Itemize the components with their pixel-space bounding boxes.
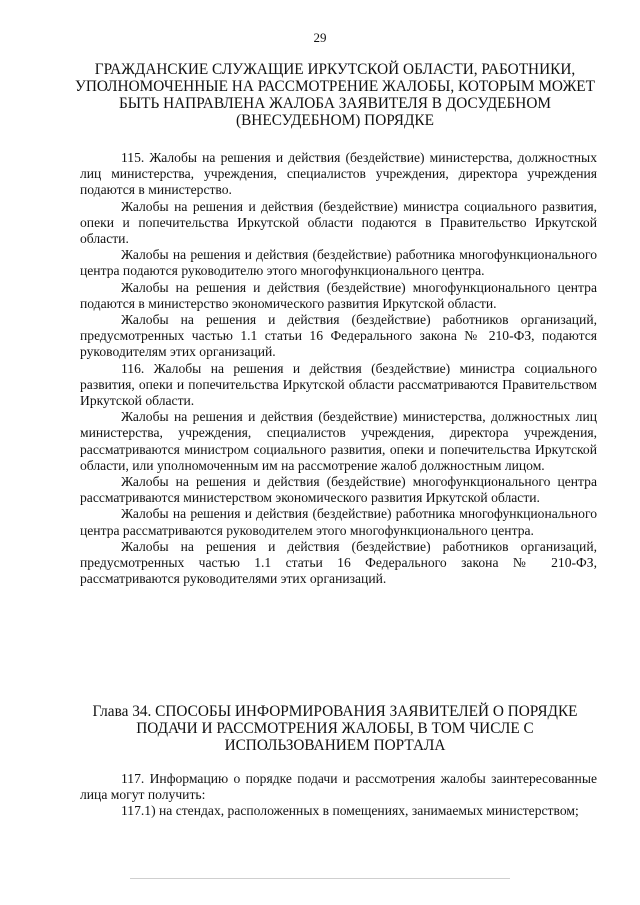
section-heading-officials: ГРАЖДАНСКИЕ СЛУЖАЩИЕ ИРКУТСКОЙ ОБЛАСТИ, РАБОТНИКИ, УПОЛНОМОЧЕННЫЕ НА РАССМОТРЕНИЕ ЖАЛОБЫ, КОТОРЫМ МОЖЕТ БЫТЬ НАПРАВЛЕНА ЖАЛОБА ЗАЯВИТЕЛЯ В ДОСУДЕБНОМ (ВНЕСУДЕБНОМ) ПОРЯДКЕ: [75, 61, 595, 129]
paragraph: Жалобы на решения и действия (бездействие) работников организаций, предусмотренных частью 1.1 статьи 16 Федерального закона № 210-ФЗ, подаются руководителям этих организаций.: [80, 312, 597, 360]
paragraph: 117. Информацию о порядке подачи и рассмотрения жалобы заинтересованные лица могут получить:: [80, 771, 597, 803]
scan-artifact-line: [130, 878, 510, 879]
paragraph: Жалобы на решения и действия (бездействие) работников организаций, предусмотренных частью 1.1 статьи 16 Федерального закона № 210-ФЗ, рассматриваются руководителями этих организаций.: [80, 538, 597, 587]
informing-body: [80, 771, 597, 820]
paragraph: 117.1) на стендах, расположенных в помещениях, занимаемых министерством;: [121, 803, 579, 819]
paragraph: Жалобы на решения и действия (бездействие) министра социального развития, опеки и попечительства Иркутской области подаются в Правительство Иркутской области.: [80, 198, 597, 247]
paragraph: 115. Жалобы на решения и действия (бездействие) министерства, должностных лиц министерства, учреждения, специалистов учреждения, директора учреждения подаются в министерство.: [80, 150, 597, 198]
page-number: 29: [313, 30, 327, 45]
paragraph: Жалобы на решения и действия (бездействие) многофункционального центра подаются в министерство экономического развития Иркутской области.: [80, 279, 597, 311]
paragraph: Жалобы на решения и действия (бездействие) работника многофункционального центра рассматриваются руководителем этого многофункционального центра.: [80, 506, 597, 538]
complaints-body: [80, 150, 597, 587]
paragraph: Жалобы на решения и действия (бездействие) многофункционального центра рассматриваются министерством экономического развития Иркутской области.: [80, 474, 597, 506]
chapter-34-heading: Глава 34. СПОСОБЫ ИНФОРМИРОВАНИЯ ЗАЯВИТЕЛЕЙ О ПОРЯДКЕ ПОДАЧИ И РАССМОТРЕНИЯ ЖАЛОБЫ, В ТОМ ЧИСЛЕ С ИСПОЛЬЗОВАНИЕМ ПОРТАЛА: [92, 703, 578, 754]
paragraph: Жалобы на решения и действия (бездействие) министерства, должностных лиц министерства, учреждения, специалистов учреждения, директора учреждения, рассматриваются министром социального развития, опеки и попечительства Иркутской области, или уполномоченным им на рассмотрение жалоб должностным лицом.: [80, 409, 597, 473]
paragraph: Жалобы на решения и действия (бездействие) работника многофункционального центра подаются руководителю этого многофункционального центра.: [80, 247, 597, 279]
paragraph: 116. Жалобы на решения и действия (бездействие) министра социального развития, опеки и попечительства Иркутской области рассматриваются Правительством Иркутской области.: [80, 360, 597, 409]
